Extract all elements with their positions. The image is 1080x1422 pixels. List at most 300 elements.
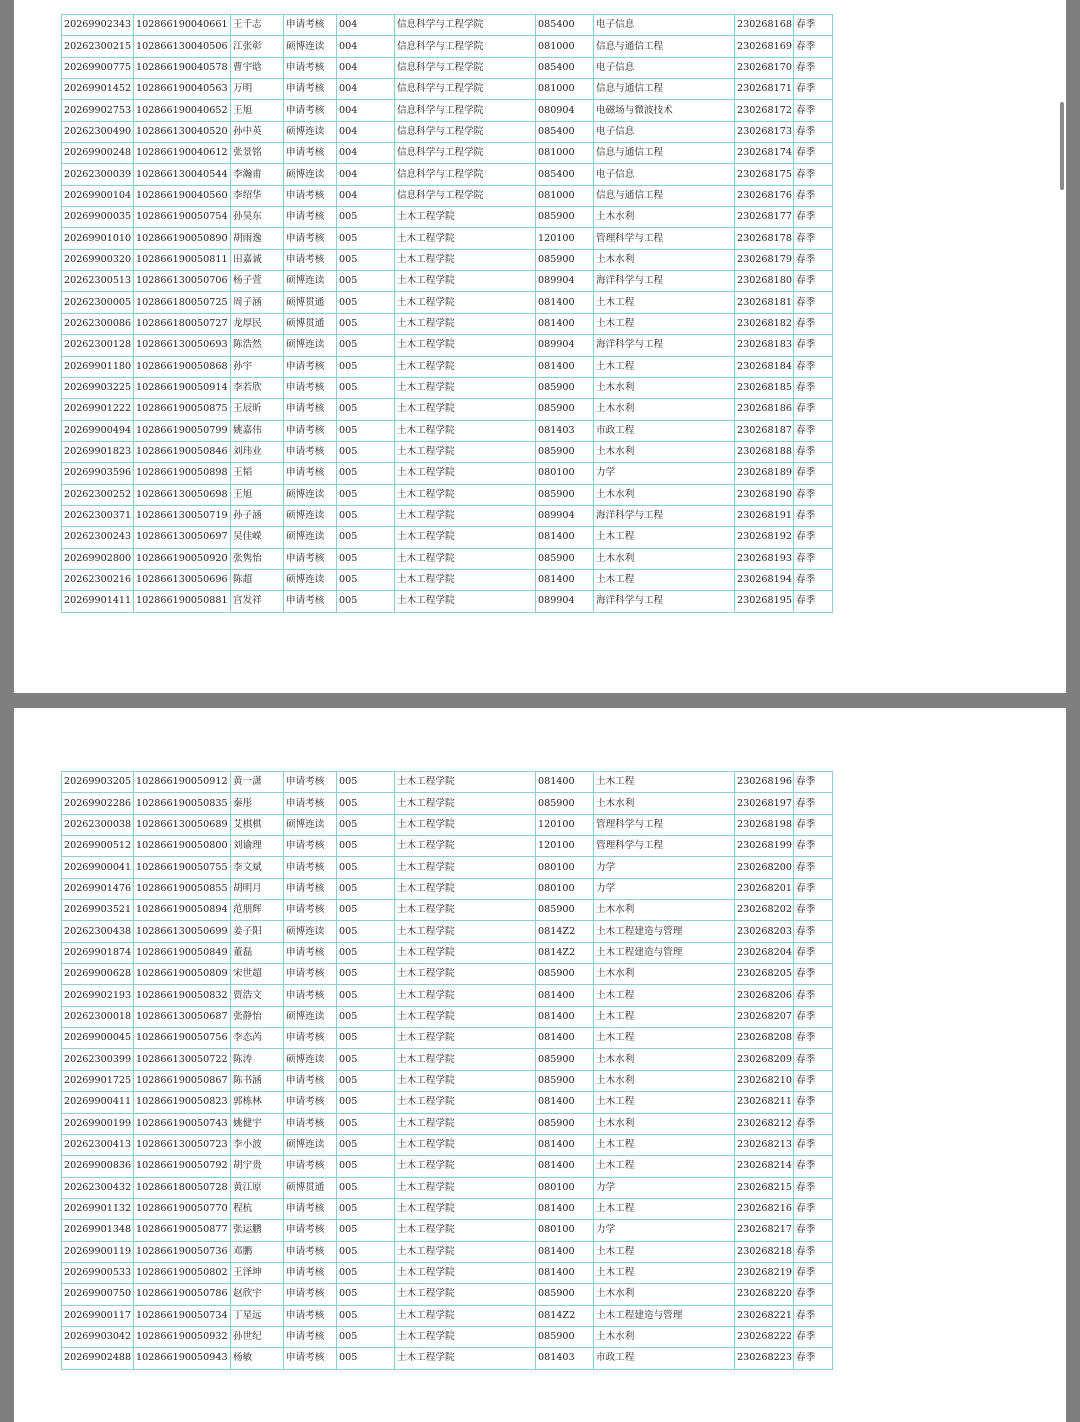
dept-code-cell: 005 xyxy=(337,249,395,270)
major-name-cell: 土木工程 xyxy=(594,772,735,793)
admission-type-cell: 硕博连读 xyxy=(284,36,337,57)
seq-number-cell: 230268205 xyxy=(735,964,794,985)
exam-id-cell: 102866190050932 xyxy=(134,1326,231,1347)
table-row xyxy=(62,185,833,206)
student-id-cell: 20262300243 xyxy=(62,527,134,548)
admission-type-cell: 申请考核 xyxy=(284,1092,337,1113)
name-cell: 范朋辉 xyxy=(231,900,284,921)
school-cell: 土木工程学院 xyxy=(395,313,536,334)
roster-table xyxy=(61,771,833,1370)
dept-code-cell: 005 xyxy=(337,1006,395,1027)
seq-number-cell: 230268220 xyxy=(735,1284,794,1305)
major-name-cell: 土木工程建造与管理 xyxy=(594,1305,735,1326)
name-cell: 张景铭 xyxy=(231,143,284,164)
school-cell: 土木工程学院 xyxy=(395,985,536,1006)
dept-code-cell: 005 xyxy=(337,793,395,814)
term-cell: 春季 xyxy=(794,207,833,228)
admission-type-cell: 申请考核 xyxy=(284,548,337,569)
school-cell: 土木工程学院 xyxy=(395,441,536,462)
school-cell: 土木工程学院 xyxy=(395,1348,536,1369)
major-code-cell: 081400 xyxy=(536,772,594,793)
major-name-cell: 电子信息 xyxy=(594,121,735,142)
term-cell: 春季 xyxy=(794,1070,833,1091)
exam-id-cell: 102866190050811 xyxy=(134,249,231,270)
major-name-cell: 土木水利 xyxy=(594,900,735,921)
student-id-cell: 20269901180 xyxy=(62,356,134,377)
exam-id-cell: 102866130050706 xyxy=(134,271,231,292)
term-cell: 春季 xyxy=(794,548,833,569)
major-name-cell: 力学 xyxy=(594,463,735,484)
table-row xyxy=(62,1049,833,1070)
major-code-cell: 085400 xyxy=(536,15,594,36)
admission-type-cell: 申请考核 xyxy=(284,1113,337,1134)
student-id-cell: 20269900248 xyxy=(62,143,134,164)
student-id-cell: 20269901823 xyxy=(62,441,134,462)
table-row xyxy=(62,1305,833,1326)
major-code-cell: 081400 xyxy=(536,1028,594,1049)
major-name-cell: 海洋科学与工程 xyxy=(594,335,735,356)
dept-code-cell: 005 xyxy=(337,1156,395,1177)
major-name-cell: 力学 xyxy=(594,1177,735,1198)
student-id-cell: 20269902488 xyxy=(62,1348,134,1369)
major-name-cell: 信息与通信工程 xyxy=(594,185,735,206)
name-cell: 王旭 xyxy=(231,484,284,505)
major-name-cell: 土木水利 xyxy=(594,964,735,985)
seq-number-cell: 230268174 xyxy=(735,143,794,164)
dept-code-cell: 005 xyxy=(337,335,395,356)
dept-code-cell: 005 xyxy=(337,1113,395,1134)
seq-number-cell: 230268194 xyxy=(735,569,794,590)
school-cell: 土木工程学院 xyxy=(395,271,536,292)
term-cell: 春季 xyxy=(794,228,833,249)
major-name-cell: 电子信息 xyxy=(594,57,735,78)
term-cell: 春季 xyxy=(794,420,833,441)
school-cell: 土木工程学院 xyxy=(395,1177,536,1198)
table-row xyxy=(62,1284,833,1305)
seq-number-cell: 230268190 xyxy=(735,484,794,505)
major-code-cell: 081400 xyxy=(536,1006,594,1027)
exam-id-cell: 102866130050722 xyxy=(134,1049,231,1070)
seq-number-cell: 230268209 xyxy=(735,1049,794,1070)
major-name-cell: 管理科学与工程 xyxy=(594,228,735,249)
student-id-cell: 20269900750 xyxy=(62,1284,134,1305)
school-cell: 土木工程学院 xyxy=(395,1326,536,1347)
table-row xyxy=(62,548,833,569)
exam-id-cell: 102866190050802 xyxy=(134,1262,231,1283)
table-row xyxy=(62,1070,833,1091)
name-cell: 李小波 xyxy=(231,1134,284,1155)
seq-number-cell: 230268188 xyxy=(735,441,794,462)
name-cell: 吴佳嵘 xyxy=(231,527,284,548)
name-cell: 邓鹏 xyxy=(231,1241,284,1262)
seq-number-cell: 230268214 xyxy=(735,1156,794,1177)
dept-code-cell: 005 xyxy=(337,1049,395,1070)
student-id-cell: 20269903225 xyxy=(62,377,134,398)
name-cell: 王千志 xyxy=(231,15,284,36)
dept-code-cell: 005 xyxy=(337,921,395,942)
table-row xyxy=(62,1028,833,1049)
major-code-cell: 081400 xyxy=(536,313,594,334)
student-id-cell: 20262300018 xyxy=(62,1006,134,1027)
major-code-cell: 081000 xyxy=(536,143,594,164)
major-code-cell: 085900 xyxy=(536,377,594,398)
exam-id-cell: 102866190040578 xyxy=(134,57,231,78)
major-name-cell: 土木工程建造与管理 xyxy=(594,942,735,963)
roster-table xyxy=(61,14,833,613)
dept-code-cell: 004 xyxy=(337,164,395,185)
term-cell: 春季 xyxy=(794,1284,833,1305)
term-cell: 春季 xyxy=(794,1028,833,1049)
school-cell: 信息科学与工程学院 xyxy=(395,185,536,206)
name-cell: 孙中英 xyxy=(231,121,284,142)
student-id-cell: 20269903042 xyxy=(62,1326,134,1347)
table-row xyxy=(62,420,833,441)
school-cell: 土木工程学院 xyxy=(395,793,536,814)
name-cell: 王韬 xyxy=(231,463,284,484)
admission-type-cell: 申请考核 xyxy=(284,1198,337,1219)
exam-id-cell: 102866130040506 xyxy=(134,36,231,57)
table-row xyxy=(62,772,833,793)
dept-code-cell: 005 xyxy=(337,1241,395,1262)
dept-code-cell: 005 xyxy=(337,420,395,441)
term-cell: 春季 xyxy=(794,356,833,377)
name-cell: 张静怡 xyxy=(231,1006,284,1027)
table-row xyxy=(62,527,833,548)
exam-id-cell: 102866130050723 xyxy=(134,1134,231,1155)
table-row xyxy=(62,335,833,356)
seq-number-cell: 230268177 xyxy=(735,207,794,228)
term-cell: 春季 xyxy=(794,143,833,164)
major-name-cell: 土木工程 xyxy=(594,292,735,313)
school-cell: 土木工程学院 xyxy=(395,569,536,590)
seq-number-cell: 230268197 xyxy=(735,793,794,814)
term-cell: 春季 xyxy=(794,185,833,206)
exam-id-cell: 102866130050699 xyxy=(134,921,231,942)
dept-code-cell: 005 xyxy=(337,1198,395,1219)
seq-number-cell: 230268208 xyxy=(735,1028,794,1049)
major-code-cell: 085400 xyxy=(536,164,594,185)
term-cell: 春季 xyxy=(794,1049,833,1070)
major-code-cell: 085900 xyxy=(536,207,594,228)
dept-code-cell: 005 xyxy=(337,228,395,249)
major-code-cell: 080100 xyxy=(536,878,594,899)
student-id-cell: 20262300399 xyxy=(62,1049,134,1070)
seq-number-cell: 230268198 xyxy=(735,814,794,835)
name-cell: 宋世超 xyxy=(231,964,284,985)
admission-type-cell: 申请考核 xyxy=(284,772,337,793)
school-cell: 土木工程学院 xyxy=(395,228,536,249)
seq-number-cell: 230268173 xyxy=(735,121,794,142)
dept-code-cell: 005 xyxy=(337,292,395,313)
admission-type-cell: 申请考核 xyxy=(284,441,337,462)
major-name-cell: 土木工程 xyxy=(594,1006,735,1027)
admission-type-cell: 硕博连读 xyxy=(284,164,337,185)
seq-number-cell: 230268184 xyxy=(735,356,794,377)
student-id-cell: 20269900041 xyxy=(62,857,134,878)
major-name-cell: 土木水利 xyxy=(594,249,735,270)
school-cell: 土木工程学院 xyxy=(395,1134,536,1155)
major-code-cell: 081400 xyxy=(536,356,594,377)
student-id-cell: 20262300490 xyxy=(62,121,134,142)
major-code-cell: 0814Z2 xyxy=(536,1305,594,1326)
student-id-cell: 20262300371 xyxy=(62,505,134,526)
admission-type-cell: 申请考核 xyxy=(284,185,337,206)
exam-id-cell: 102866130050719 xyxy=(134,505,231,526)
admission-type-cell: 申请考核 xyxy=(284,57,337,78)
exam-id-cell: 102866190050875 xyxy=(134,399,231,420)
name-cell: 张运鹏 xyxy=(231,1220,284,1241)
major-name-cell: 海洋科学与工程 xyxy=(594,591,735,612)
term-cell: 春季 xyxy=(794,772,833,793)
seq-number-cell: 230268223 xyxy=(735,1348,794,1369)
seq-number-cell: 230268185 xyxy=(735,377,794,398)
school-cell: 土木工程学院 xyxy=(395,505,536,526)
name-cell: 李绍华 xyxy=(231,185,284,206)
admission-type-cell: 申请考核 xyxy=(284,1156,337,1177)
seq-number-cell: 230268179 xyxy=(735,249,794,270)
major-code-cell: 085900 xyxy=(536,484,594,505)
school-cell: 土木工程学院 xyxy=(395,591,536,612)
major-code-cell: 081400 xyxy=(536,1156,594,1177)
exam-id-cell: 102866130050689 xyxy=(134,814,231,835)
major-name-cell: 土木工程建造与管理 xyxy=(594,921,735,942)
student-id-cell: 20262300216 xyxy=(62,569,134,590)
student-id-cell: 20262300413 xyxy=(62,1134,134,1155)
major-name-cell: 土木水利 xyxy=(594,484,735,505)
table-row xyxy=(62,1092,833,1113)
major-name-cell: 土木工程 xyxy=(594,1028,735,1049)
student-id-cell: 20262300513 xyxy=(62,271,134,292)
term-cell: 春季 xyxy=(794,57,833,78)
table-row xyxy=(62,249,833,270)
major-name-cell: 土木工程 xyxy=(594,1262,735,1283)
name-cell: 杨子萱 xyxy=(231,271,284,292)
table-row xyxy=(62,878,833,899)
name-cell: 姜子阳 xyxy=(231,921,284,942)
dept-code-cell: 005 xyxy=(337,505,395,526)
seq-number-cell: 230268200 xyxy=(735,857,794,878)
major-name-cell: 土木水利 xyxy=(594,207,735,228)
student-id-cell: 20269902800 xyxy=(62,548,134,569)
dept-code-cell: 005 xyxy=(337,772,395,793)
document-page-1 xyxy=(14,0,1066,693)
seq-number-cell: 230268189 xyxy=(735,463,794,484)
dept-code-cell: 005 xyxy=(337,1220,395,1241)
name-cell: 艾棋棋 xyxy=(231,814,284,835)
exam-id-cell: 102866130050698 xyxy=(134,484,231,505)
school-cell: 土木工程学院 xyxy=(395,207,536,228)
major-name-cell: 土木工程 xyxy=(594,1092,735,1113)
table-row xyxy=(62,942,833,963)
exam-id-cell: 102866190050890 xyxy=(134,228,231,249)
dept-code-cell: 005 xyxy=(337,814,395,835)
student-id-cell: 20269900199 xyxy=(62,1113,134,1134)
term-cell: 春季 xyxy=(794,292,833,313)
exam-id-cell: 102866190050898 xyxy=(134,463,231,484)
admission-type-cell: 申请考核 xyxy=(284,1284,337,1305)
school-cell: 土木工程学院 xyxy=(395,420,536,441)
school-cell: 土木工程学院 xyxy=(395,335,536,356)
name-cell: 程杭 xyxy=(231,1198,284,1219)
name-cell: 王旭 xyxy=(231,100,284,121)
term-cell: 春季 xyxy=(794,836,833,857)
admission-type-cell: 硕博连读 xyxy=(284,505,337,526)
dept-code-cell: 005 xyxy=(337,313,395,334)
dept-code-cell: 005 xyxy=(337,1326,395,1347)
table-row xyxy=(62,36,833,57)
name-cell: 孙世纪 xyxy=(231,1326,284,1347)
dept-code-cell: 005 xyxy=(337,1092,395,1113)
table-row xyxy=(62,1220,833,1241)
admission-type-cell: 申请考核 xyxy=(284,100,337,121)
school-cell: 土木工程学院 xyxy=(395,921,536,942)
dept-code-cell: 004 xyxy=(337,143,395,164)
seq-number-cell: 230268171 xyxy=(735,79,794,100)
table-row xyxy=(62,921,833,942)
student-id-cell: 20269902286 xyxy=(62,793,134,814)
table-row xyxy=(62,1348,833,1369)
dept-code-cell: 005 xyxy=(337,356,395,377)
student-id-cell: 20269903521 xyxy=(62,900,134,921)
major-code-cell: 081400 xyxy=(536,527,594,548)
major-code-cell: 0814Z2 xyxy=(536,921,594,942)
student-id-cell: 20269902753 xyxy=(62,100,134,121)
table-row xyxy=(62,121,833,142)
admission-type-cell: 硕博连读 xyxy=(284,921,337,942)
term-cell: 春季 xyxy=(794,1348,833,1369)
major-code-cell: 089904 xyxy=(536,591,594,612)
major-name-cell: 土木工程 xyxy=(594,527,735,548)
name-cell: 黄一潇 xyxy=(231,772,284,793)
term-cell: 春季 xyxy=(794,271,833,292)
school-cell: 信息科学与工程学院 xyxy=(395,15,536,36)
name-cell: 孙子涵 xyxy=(231,505,284,526)
term-cell: 春季 xyxy=(794,900,833,921)
dept-code-cell: 005 xyxy=(337,1177,395,1198)
major-name-cell: 土木水利 xyxy=(594,1326,735,1347)
student-id-cell: 20269900628 xyxy=(62,964,134,985)
term-cell: 春季 xyxy=(794,1006,833,1027)
term-cell: 春季 xyxy=(794,1241,833,1262)
admission-type-cell: 申请考核 xyxy=(284,964,337,985)
table-row xyxy=(62,793,833,814)
name-cell: 秦彤 xyxy=(231,793,284,814)
major-code-cell: 085900 xyxy=(536,548,594,569)
term-cell: 春季 xyxy=(794,249,833,270)
exam-id-cell: 102866190040612 xyxy=(134,143,231,164)
name-cell: 李态芮 xyxy=(231,1028,284,1049)
major-name-cell: 土木水利 xyxy=(594,1070,735,1091)
term-cell: 春季 xyxy=(794,313,833,334)
admission-type-cell: 申请考核 xyxy=(284,793,337,814)
admission-type-cell: 硕博贯通 xyxy=(284,292,337,313)
dept-code-cell: 005 xyxy=(337,591,395,612)
term-cell: 春季 xyxy=(794,1220,833,1241)
table-row xyxy=(62,271,833,292)
seq-number-cell: 230268192 xyxy=(735,527,794,548)
major-name-cell: 土木工程 xyxy=(594,1156,735,1177)
student-id-cell: 20262300215 xyxy=(62,36,134,57)
major-code-cell: 085400 xyxy=(536,57,594,78)
dept-code-cell: 005 xyxy=(337,878,395,899)
major-name-cell: 土木水利 xyxy=(594,399,735,420)
major-name-cell: 土木工程 xyxy=(594,356,735,377)
table-row xyxy=(62,964,833,985)
school-cell: 土木工程学院 xyxy=(395,1305,536,1326)
student-id-cell: 20269900119 xyxy=(62,1241,134,1262)
name-cell: 丁星远 xyxy=(231,1305,284,1326)
name-cell: 姚嘉伟 xyxy=(231,420,284,441)
seq-number-cell: 230268175 xyxy=(735,164,794,185)
admission-type-cell: 申请考核 xyxy=(284,857,337,878)
school-cell: 信息科学与工程学院 xyxy=(395,79,536,100)
scrollbar[interactable] xyxy=(1060,102,1064,190)
admission-type-cell: 申请考核 xyxy=(284,1241,337,1262)
document-page-2 xyxy=(14,708,1066,1422)
exam-id-cell: 102866190050912 xyxy=(134,772,231,793)
exam-id-cell: 102866190040560 xyxy=(134,185,231,206)
seq-number-cell: 230268168 xyxy=(735,15,794,36)
major-name-cell: 土木工程 xyxy=(594,313,735,334)
student-id-cell: 20269903596 xyxy=(62,463,134,484)
admission-type-cell: 申请考核 xyxy=(284,878,337,899)
term-cell: 春季 xyxy=(794,377,833,398)
dept-code-cell: 004 xyxy=(337,121,395,142)
admission-type-cell: 申请考核 xyxy=(284,942,337,963)
student-id-cell: 20269900117 xyxy=(62,1305,134,1326)
admission-type-cell: 申请考核 xyxy=(284,15,337,36)
table-row xyxy=(62,836,833,857)
term-cell: 春季 xyxy=(794,793,833,814)
student-id-cell: 20269900104 xyxy=(62,185,134,206)
school-cell: 土木工程学院 xyxy=(395,399,536,420)
admission-type-cell: 申请考核 xyxy=(284,900,337,921)
major-code-cell: 081400 xyxy=(536,1241,594,1262)
seq-number-cell: 230268206 xyxy=(735,985,794,1006)
name-cell: 陈涛 xyxy=(231,1049,284,1070)
school-cell: 土木工程学院 xyxy=(395,1006,536,1027)
student-id-cell: 20262300128 xyxy=(62,335,134,356)
school-cell: 土木工程学院 xyxy=(395,857,536,878)
major-name-cell: 市政工程 xyxy=(594,1348,735,1369)
seq-number-cell: 230268207 xyxy=(735,1006,794,1027)
major-name-cell: 土木工程 xyxy=(594,1134,735,1155)
table-row xyxy=(62,100,833,121)
name-cell: 胡宁贵 xyxy=(231,1156,284,1177)
seq-number-cell: 230268180 xyxy=(735,271,794,292)
dept-code-cell: 005 xyxy=(337,377,395,398)
dept-code-cell: 005 xyxy=(337,1028,395,1049)
seq-number-cell: 230268172 xyxy=(735,100,794,121)
student-id-cell: 20269900411 xyxy=(62,1092,134,1113)
student-id-cell: 20269901874 xyxy=(62,942,134,963)
seq-number-cell: 230268187 xyxy=(735,420,794,441)
table-row xyxy=(62,569,833,590)
admission-type-cell: 申请考核 xyxy=(284,377,337,398)
major-name-cell: 海洋科学与工程 xyxy=(594,505,735,526)
exam-id-cell: 102866190050849 xyxy=(134,942,231,963)
admission-type-cell: 申请考核 xyxy=(284,249,337,270)
school-cell: 土木工程学院 xyxy=(395,942,536,963)
table-row xyxy=(62,15,833,36)
exam-id-cell: 102866190050881 xyxy=(134,591,231,612)
school-cell: 土木工程学院 xyxy=(395,1198,536,1219)
admission-type-cell: 申请考核 xyxy=(284,143,337,164)
school-cell: 土木工程学院 xyxy=(395,548,536,569)
major-name-cell: 力学 xyxy=(594,857,735,878)
major-name-cell: 电子信息 xyxy=(594,15,735,36)
name-cell: 曹宇晗 xyxy=(231,57,284,78)
